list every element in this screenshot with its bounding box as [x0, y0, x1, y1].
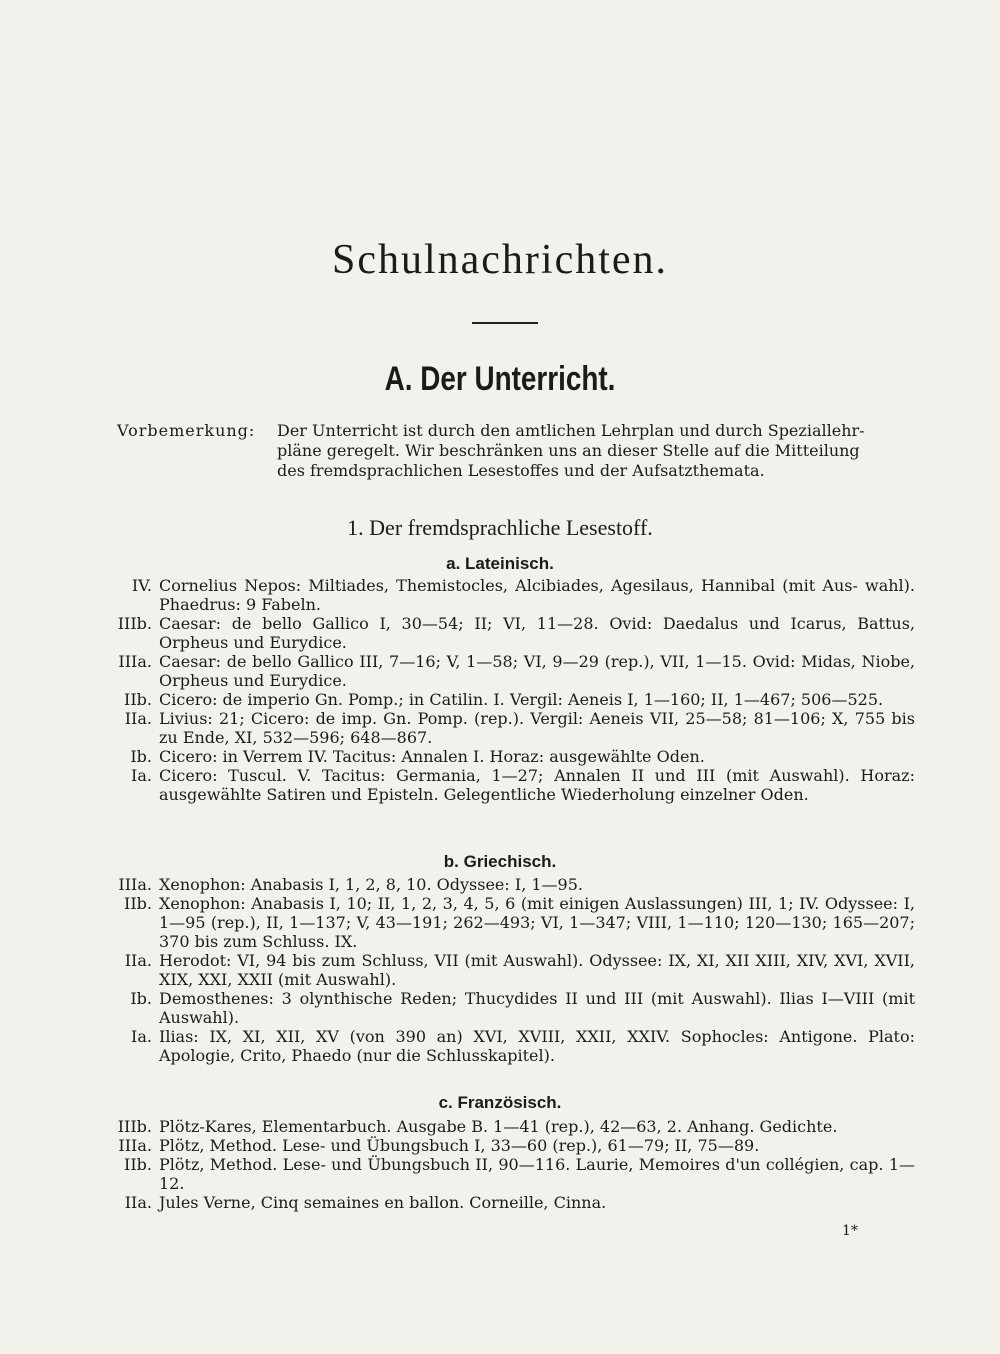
- list-item: [100, 1155, 915, 1193]
- reading-text: Caesar: de bello Gallico III, 7—16; V, 1—58; VI, 9—29 (rep.), VII, 1—15. Ovid: Midas, Niobe, Orpheus und Eurydice.: [159, 652, 915, 690]
- subsection-heading: 1. Der fremdsprachliche Lesestoff.: [347, 515, 653, 540]
- class-label: Ia.: [131, 766, 152, 785]
- list-item: [100, 1117, 915, 1136]
- list-item: [100, 1193, 915, 1212]
- list-item: [100, 614, 915, 652]
- class-label: IIb.: [124, 1155, 152, 1174]
- reading-text: Jules Verne, Cinq semaines en ballon. Corneille, Cinna.: [159, 1193, 607, 1212]
- class-label: Ib.: [130, 989, 152, 1008]
- class-label: Ia.: [131, 1027, 152, 1046]
- title-divider: [472, 322, 538, 324]
- class-label: IIa.: [124, 1193, 152, 1212]
- french-list: [100, 1117, 915, 1212]
- list-item: [100, 951, 915, 989]
- latin-list: [100, 576, 915, 804]
- french-heading: c. Französisch.: [438, 1093, 562, 1112]
- reading-text: Plötz, Method. Lese- und Übungsbuch I, 33—60 (rep.), 61—79; II, 75—89.: [159, 1136, 760, 1155]
- reading-text: Xenophon: Anabasis I, 10; II, 1, 2, 3, 4, 5, 6 (mit einigen Auslassungen) III, 1; IV. Odyssee: I, 1—95 (rep.), II, 1—137; V, 43—191; 262—493; VI, 1—347; VIII, 1—110; 120—130; 165—207; 370 bis zum Schluss. IX.: [159, 894, 915, 951]
- reading-text: Livius: 21; Cicero: de imp. Gn. Pomp. (rep.). Vergil: Aeneis VII, 25—58; 81—106; X, 755 bis zu Ende, XI, 532—596; 648—867.: [159, 709, 915, 747]
- class-label: IIIb.: [117, 614, 152, 633]
- class-label: IIIa.: [118, 875, 152, 894]
- list-item: [100, 989, 915, 1027]
- reading-text: Herodot: VI, 94 bis zum Schluss, VII (mit Auswahl). Odyssee: IX, XI, XII XIII, XIV, XVI, XVII, XIX, XXI, XXII (mit Auswahl).: [159, 951, 915, 989]
- section-heading: A. Der Unterricht.: [384, 360, 616, 398]
- reading-text: Plötz-Kares, Elementarbuch. Ausgabe B. 1—41 (rep.), 42—63, 2. Anhang. Gedichte.: [159, 1117, 838, 1136]
- reading-text: Demosthenes: 3 olynthische Reden; Thucydides II und III (mit Auswahl). Ilias I—VIII (mit Auswahl).: [159, 989, 915, 1027]
- latin-heading: a. Lateinisch.: [446, 554, 554, 573]
- reading-text: Cicero: in Verrem IV. Tacitus: Annalen I. Horaz: ausgewählte Oden.: [159, 747, 705, 766]
- class-label: IIIa.: [118, 1136, 152, 1155]
- preliminary-remark-line: pläne geregelt. Wir beschränken uns an dieser Stelle auf die Mitteilung: [277, 441, 860, 460]
- reading-text: Ilias: IX, XI, XII, XV (von 390 an) XVI, XVIII, XXII, XXIV. Sophocles: Antigone. Plato: Apologie, Crito, Phaedo (nur die Schlusskapitel).: [159, 1027, 915, 1065]
- class-label: IIIa.: [118, 652, 152, 671]
- reading-text: Plötz, Method. Lese- und Übungsbuch II, 90—116. Laurie, Memoires d'un collégien, cap. 1—12.: [159, 1155, 915, 1193]
- class-label: Ib.: [130, 747, 152, 766]
- list-item: [100, 690, 915, 709]
- greek-list: [100, 875, 915, 1065]
- list-item: [100, 709, 915, 747]
- list-item: [100, 747, 915, 766]
- class-label: IV.: [131, 576, 152, 595]
- reading-text: Cicero: de imperio Gn. Pomp.; in Catilin. I. Vergil: Aeneis I, 1—160; II, 1—467; 506—525.: [159, 690, 884, 709]
- list-item: [100, 894, 915, 951]
- reading-text: Caesar: de bello Gallico I, 30—54; II; VI, 11—28. Ovid: Daedalus und Icarus, Battus, Orpheus und Eurydice.: [159, 614, 915, 652]
- greek-heading: b. Griechisch.: [443, 852, 557, 871]
- reading-text: Cornelius Nepos: Miltiades, Themistocles, Alcibiades, Agesilaus, Hannibal (mit Aus- wahl). Phaedrus: 9 Fabeln.: [159, 576, 915, 614]
- list-item: [100, 875, 915, 894]
- list-item: [100, 1136, 915, 1155]
- list-item: [100, 766, 915, 804]
- page-title: Schulnachrichten.: [331, 237, 669, 283]
- class-label: IIIb.: [117, 1117, 152, 1136]
- list-item: [100, 1027, 915, 1065]
- preliminary-remark-line: Der Unterricht ist durch den amtlichen Lehrplan und durch Speziallehr-: [277, 421, 865, 440]
- class-label: IIa.: [124, 951, 152, 970]
- preliminary-remark-text: [277, 421, 917, 481]
- list-item: [100, 576, 915, 614]
- class-label: IIa.: [124, 709, 152, 728]
- preliminary-remark-label: Vorbemerkung:: [117, 421, 256, 440]
- preliminary-remark-line: des fremdsprachlichen Lesestoffes und der Aufsatzthemata.: [277, 461, 765, 480]
- reading-text: Cicero: Tuscul. V. Tacitus: Germania, 1—27; Annalen II und III (mit Auswahl). Horaz: ausgewählte Satiren und Episteln. Gelegentliche Wiederholung einzelner Oden.: [159, 766, 915, 804]
- class-label: IIb.: [124, 894, 152, 913]
- list-item: [100, 652, 915, 690]
- signature-mark: 1*: [842, 1223, 858, 1239]
- class-label: IIb.: [124, 690, 152, 709]
- reading-text: Xenophon: Anabasis I, 1, 2, 8, 10. Odyssee: I, 1—95.: [159, 875, 583, 894]
